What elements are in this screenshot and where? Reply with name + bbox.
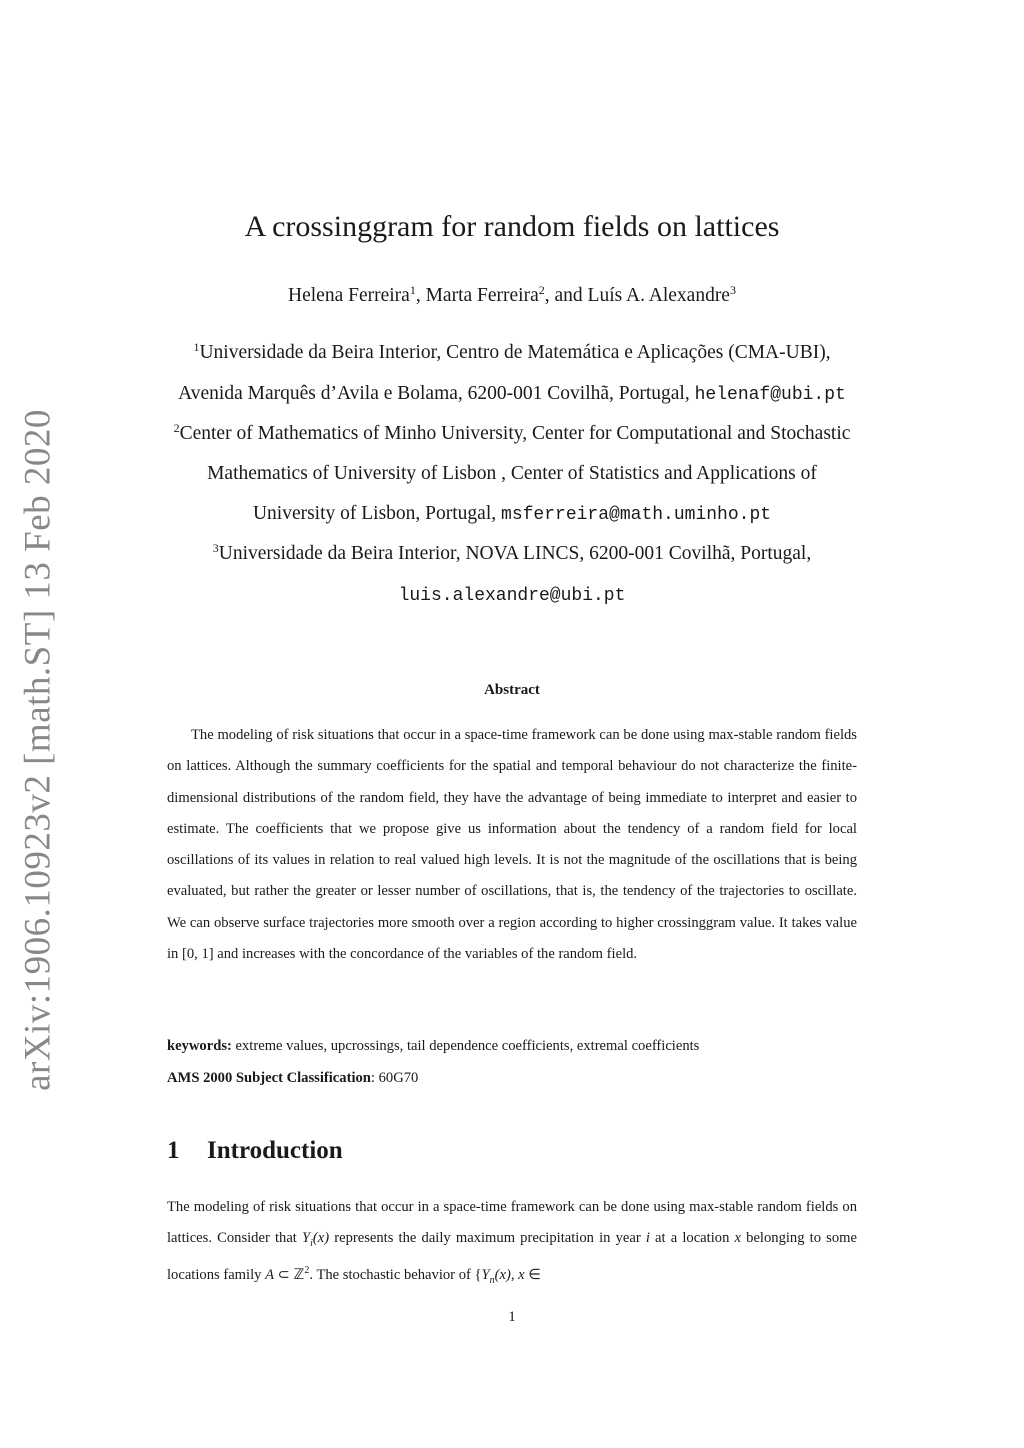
affiliation-text: Mathematics of University of Lisbon , Center of Statistics and Applications of [207,463,817,484]
math-relation: ⊂ ℤ [274,1266,305,1283]
introduction-paragraph [167,1192,857,1296]
email-link[interactable]: luis.alexandre@ubi.pt [398,586,626,606]
arxiv-identifier-stamp: arXiv:1906.10923v2 [math.ST] 13 Feb 2020 [17,409,59,1091]
keywords-text: extreme values, upcrossings, tail dependence coefficients, extremal coefficients [231,1038,700,1054]
math-argument: (x), x [494,1266,525,1283]
affiliation-3-line-1 [0,543,1024,565]
ams-classification-line [167,1070,867,1087]
affiliation-marker: 1 [193,340,200,354]
affiliation-text: Center of Mathematics of Minho University, Center for Computational and Stochastic [179,423,851,444]
author-affiliation-marker: 2 [538,283,545,297]
affiliation-1-line-2 [0,383,1024,405]
math-subscript: n [489,1274,495,1286]
keywords-line [167,1038,867,1055]
paper-title: A crossinggram for random fields on lattices [244,210,780,243]
affiliation-3-line-2 [0,584,1024,606]
section-title: Introduction [207,1137,343,1164]
author-separator: , and [544,285,588,306]
abstract-text: The modeling of risk situations that occur in a space-time framework can be done using max-stable random fields on lattices. Although the summary coefficients for the spatial and temporal behaviour do not characterize the finite-dimensional distributions of the random field, they have the advantage of being immediate to interpret and easier to estimate. The coefficients that we propose give us information about the tendency of a random field for local oscillations of its values in relation to real valued high levels. It is not the magnitude of the oscillations that is being evaluated, but rather the greater or lesser number of oscillations, that is, the tendency of the trajectories to oscillate. We can observe surface trajectories more smooth over a region according to higher crossinggram value. It takes value in [0, 1] and increases with the concordance of the variables of the random field. [167,727,857,963]
ams-code: : 60G70 [370,1070,419,1086]
affiliation-1-line-1 [0,342,1024,364]
affiliation-2-line-3 [0,503,1024,525]
intro-text: belonging to some locations family [167,1230,857,1283]
author-name: Marta Ferreira [425,285,539,306]
math-argument: (x) [312,1230,330,1247]
math-variable: Y [302,1230,311,1247]
affiliation-2-line-1 [0,423,1024,445]
email-link[interactable]: msferreira@math.uminho.pt [501,505,772,525]
author-affiliation-marker: 1 [409,283,416,297]
page-number: 1 [508,1309,516,1325]
affiliation-text: Universidade da Beira Interior, Centro de Matemática e Aplicações (CMA-UBI), [199,342,831,363]
math-variable: i [645,1230,650,1247]
keywords-label: keywords: [167,1038,232,1054]
section-heading [167,1137,343,1165]
intro-text: The modeling of risk situations that occur in a space-time framework can be done using max-stable random fields on lattices. Consider that [167,1199,857,1247]
affiliation-marker: 2 [173,421,180,435]
intro-text: represents the daily maximum precipitation in year [329,1230,646,1247]
affiliation-2-line-2 [0,463,1024,485]
math-relation: ∈ [524,1266,541,1283]
email-link[interactable]: helenaf@ubi.pt [694,385,846,405]
affiliation-marker: 3 [212,541,219,555]
author-name: Helena Ferreira [288,285,410,306]
math-superscript: 2 [304,1264,310,1276]
affiliation-text: Universidade da Beira Interior, NOVA LINCS, 6200-001 Covilhã, Portugal, [218,543,812,564]
section-number: 1 [167,1137,180,1164]
intro-text: at a location [649,1230,735,1247]
intro-text: . The stochastic behavior of { [309,1266,482,1283]
math-variable: Y [481,1266,490,1283]
author-list [0,285,1024,307]
affiliation-text: University of Lisbon, Portugal, [252,503,502,524]
affiliation-text: Avenida Marquês d’Avila e Bolama, 6200-001 Covilhã, Portugal, [178,383,695,404]
math-variable: x [734,1230,741,1247]
math-variable: A [265,1266,275,1283]
author-separator: , [415,285,426,306]
ams-label: AMS 2000 Subject Classification [167,1070,371,1086]
author-affiliation-marker: 3 [729,283,736,297]
math-subscript: i [310,1238,313,1250]
author-name: Luís A. Alexandre [587,285,730,306]
abstract-heading: Abstract [484,682,540,698]
